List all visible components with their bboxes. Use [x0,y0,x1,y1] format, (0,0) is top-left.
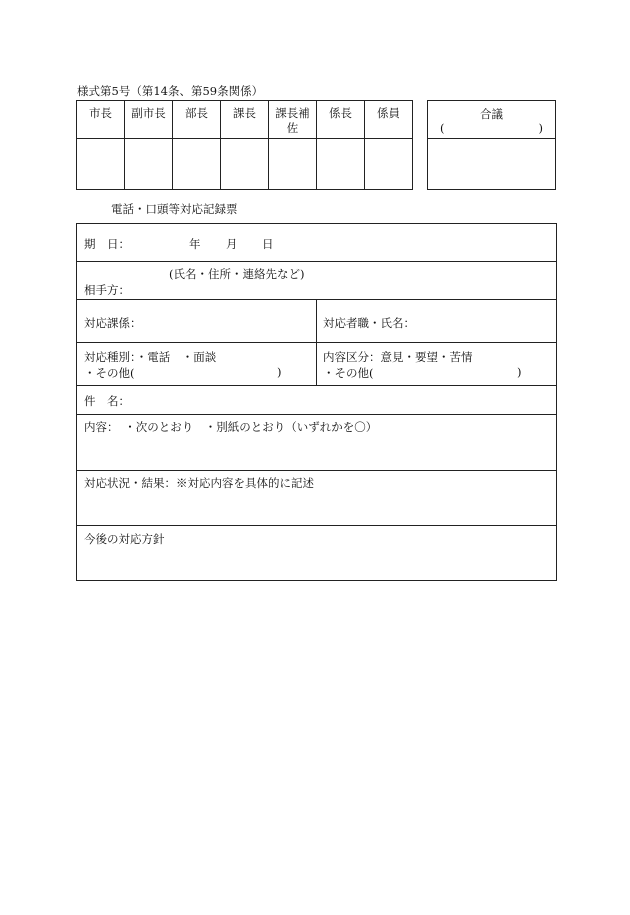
response-type-other: ・その他( [84,366,135,380]
approval-header-assistant-chief-text: 課長補佐 [275,106,310,135]
content-category-label: 内容区分：意見・要望・苦情 [323,350,473,364]
consultation-seal-area[interactable] [428,139,555,189]
seal-box-subsection-chief[interactable] [317,139,365,190]
date-row[interactable] [77,224,556,262]
department-label: 対応課係： [84,316,142,330]
subject-row[interactable] [77,386,556,415]
content-row[interactable] [77,415,556,471]
partner-note: (氏名・住所・連絡先など) [169,267,305,281]
department-staff-row[interactable] [77,300,556,343]
content-category-other: ・その他( [323,366,374,380]
approval-header-staff: 係員 [365,101,413,139]
future-policy-row[interactable] [77,526,556,580]
consultation-paren-open: ( [440,121,445,135]
date-day: 日 [262,237,274,251]
partner-label: 相手方： [84,283,130,297]
record-form [76,223,557,581]
status-result-label: 対応状況・結果：※対応内容を具体的に記述 [84,476,314,490]
seal-box-assistant-chief[interactable] [269,139,317,190]
consultation-paren-close: ) [538,121,543,135]
approval-stamp-table [76,100,413,190]
consultation-box [427,100,556,190]
status-result-row[interactable] [77,471,556,526]
approval-header-mayor: 市長 [77,101,125,139]
type-category-row[interactable] [77,343,556,386]
future-policy-label: 今後の対応方針 [84,532,165,546]
consultation-header [428,101,555,139]
partner-row[interactable] [77,262,556,300]
staff-name-label: 対応者職・氏名： [323,316,415,330]
date-label: 期 日： [84,237,130,251]
content-category-other-close: ) [517,365,522,379]
type-category-divider [316,343,317,385]
approval-header-assistant-chief [269,101,317,139]
date-month: 月 [226,237,238,251]
approval-header-section-chief: 課長 [221,101,269,139]
seal-box-deputy-mayor[interactable] [125,139,173,190]
response-type-label: 対応種別：・電話 ・面談 [84,350,217,364]
subject-label: 件 名： [84,394,130,408]
department-staff-divider [316,300,317,342]
seal-box-staff[interactable] [365,139,413,190]
seal-box-section-chief[interactable] [221,139,269,190]
document-title: 電話・口頭等対応記録票 [111,202,238,216]
seal-box-mayor[interactable] [77,139,125,190]
date-year: 年 [189,237,201,251]
form-number-label: 様式第5号（第14条、第59条関係） [77,84,264,98]
seal-box-director[interactable] [173,139,221,190]
approval-header-director: 部長 [173,101,221,139]
consultation-title: 合議 [480,107,503,121]
content-label: 内容： ・次のとおり ・別紙のとおり（いずれかを〇） [84,420,378,434]
approval-header-subsection-chief: 係長 [317,101,365,139]
response-type-other-close: ) [277,365,282,379]
approval-header-deputy-mayor: 副市長 [125,101,173,139]
